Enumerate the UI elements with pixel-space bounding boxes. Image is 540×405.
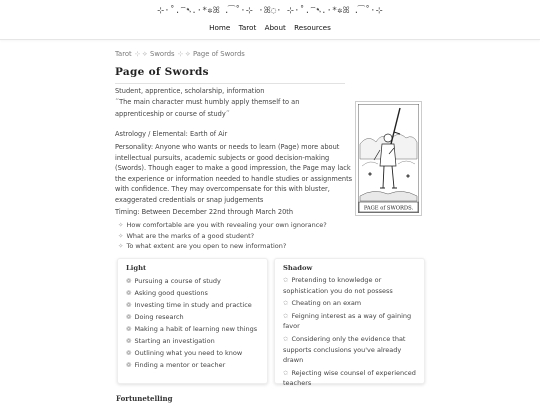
tarot-card-image xyxy=(355,101,422,216)
sun-icon: ❁ xyxy=(126,337,132,345)
sparkle-icon: ✧ xyxy=(118,242,124,250)
list-item xyxy=(126,299,259,311)
question-text: To what extent are you open to new information? xyxy=(126,242,287,250)
timing-text: Timing: Between December 22nd through March 20th xyxy=(115,208,294,216)
list-item xyxy=(118,220,327,231)
page-title: Page of Swords xyxy=(115,66,209,78)
breadcrumb-separator: ⊹ ⟡ xyxy=(177,50,190,58)
list-item xyxy=(126,287,259,299)
list-item xyxy=(126,359,259,371)
list-item xyxy=(126,335,259,347)
list-item xyxy=(126,275,259,287)
sun-icon: ❁ xyxy=(126,313,132,321)
light-list xyxy=(126,275,259,371)
list-item xyxy=(283,298,416,309)
light-item-text: Pursuing a course of study xyxy=(134,277,221,285)
nav-about[interactable]: About xyxy=(264,23,286,32)
star-icon: ✩ xyxy=(283,368,289,377)
card-keywords: Student, apprentice, scholarship, information xyxy=(115,87,265,95)
title-divider xyxy=(115,83,345,84)
breadcrumb xyxy=(115,50,245,59)
shadow-item-text: Considering only the evidence that supports conclusions you've already drawn xyxy=(283,334,406,365)
star-icon: ✩ xyxy=(283,276,289,284)
light-meanings-panel xyxy=(117,258,268,384)
list-item xyxy=(126,323,259,335)
star-icon: ✩ xyxy=(283,299,289,308)
light-heading: Light xyxy=(126,264,147,272)
card-quote xyxy=(115,96,345,120)
nav-tarot[interactable]: Tarot xyxy=(238,23,257,32)
breadcrumb-current: Page of Swords xyxy=(192,50,245,58)
page-of-swords-illustration xyxy=(358,104,419,213)
shadow-list xyxy=(283,275,416,389)
sun-icon: ❁ xyxy=(126,289,132,297)
card-caption: PAGE of SWORDS. xyxy=(363,205,414,212)
shadow-item-text: Feigning interest as a way of gaining favor xyxy=(283,311,412,331)
list-item xyxy=(283,368,416,389)
card-quote-text: The main character must humbly apply themself to an apprenticeship or course of study xyxy=(115,98,300,118)
question-text: What are the marks of a good student? xyxy=(126,231,255,240)
sparkle-icon: ✧ xyxy=(118,231,124,240)
sun-icon: ❁ xyxy=(126,361,132,369)
star-icon: ✩ xyxy=(283,311,289,320)
shadow-meanings-panel xyxy=(274,258,425,388)
quote-close-mark: ” xyxy=(225,109,230,118)
quote-open-mark: “ xyxy=(115,97,120,106)
star-icon: ✩ xyxy=(283,334,289,343)
fortunetelling-heading: Fortunetelling xyxy=(116,394,173,403)
list-item xyxy=(118,231,327,242)
light-item-text: Making a habit of learning new things xyxy=(134,325,258,333)
sun-icon: ❁ xyxy=(126,349,132,357)
nav-home[interactable]: Home xyxy=(209,23,231,32)
breadcrumb-swords[interactable]: Swords xyxy=(150,50,175,58)
question-text: How comfortable are you with revealing your own ignorance? xyxy=(126,221,327,229)
shadow-item-text: Cheating on an exam xyxy=(291,299,362,308)
sparkle-icon: ✧ xyxy=(118,221,124,229)
nav-resources[interactable]: Resources xyxy=(294,23,331,32)
sun-icon: ❁ xyxy=(126,301,132,309)
list-item xyxy=(283,334,416,366)
light-item-text: Doing research xyxy=(134,313,184,321)
sun-icon: ❁ xyxy=(126,277,132,285)
breadcrumb-tarot[interactable]: Tarot xyxy=(115,50,132,58)
list-item xyxy=(126,347,259,359)
list-item xyxy=(118,241,327,252)
light-item-text: Asking good questions xyxy=(134,289,208,297)
breadcrumb-separator: ⊹ ⟡ xyxy=(134,50,148,58)
site-title[interactable]: ⊹·˚.⁀➷.·*✲ꕤ ꓸ⁀˚·⊹ ·ꕤ◌· ⊹·˚.⁀➷.·*✲ꕤ ꓸ⁀˚·⊹ xyxy=(157,6,383,16)
list-item xyxy=(283,311,416,332)
light-item-text: Finding a mentor or teacher xyxy=(134,361,226,369)
main-nav xyxy=(0,23,540,32)
shadow-item-text: Pretending to knowledge or sophistication you do not possess xyxy=(283,276,393,295)
shadow-item-text: Rejecting wise counsel of experienced teachers xyxy=(283,368,416,388)
reflection-questions xyxy=(118,220,327,252)
list-item xyxy=(283,275,416,296)
astrology-element: Astrology / Elemental: Earth of Air xyxy=(115,130,228,138)
light-item-text: Outlining what you need to know xyxy=(134,349,243,357)
sun-icon: ❁ xyxy=(126,325,132,333)
site-header xyxy=(0,0,540,40)
shadow-heading: Shadow xyxy=(283,264,313,272)
personality-text: Personality: Anyone who wants or needs to learn (Page) more about intellectual pursuits, academic subjects or good decision-making (Swords). Though eager to make a good impression, the Page may lack the experience or information needed to handle studies or assignments with confidence. They may overcompensate for this with bluster, exaggerated credentials or snap judgements xyxy=(115,143,353,204)
light-item-text: Starting an investigation xyxy=(134,337,215,345)
list-item xyxy=(126,311,259,323)
light-item-text: Investing time in study and practice xyxy=(134,301,252,309)
